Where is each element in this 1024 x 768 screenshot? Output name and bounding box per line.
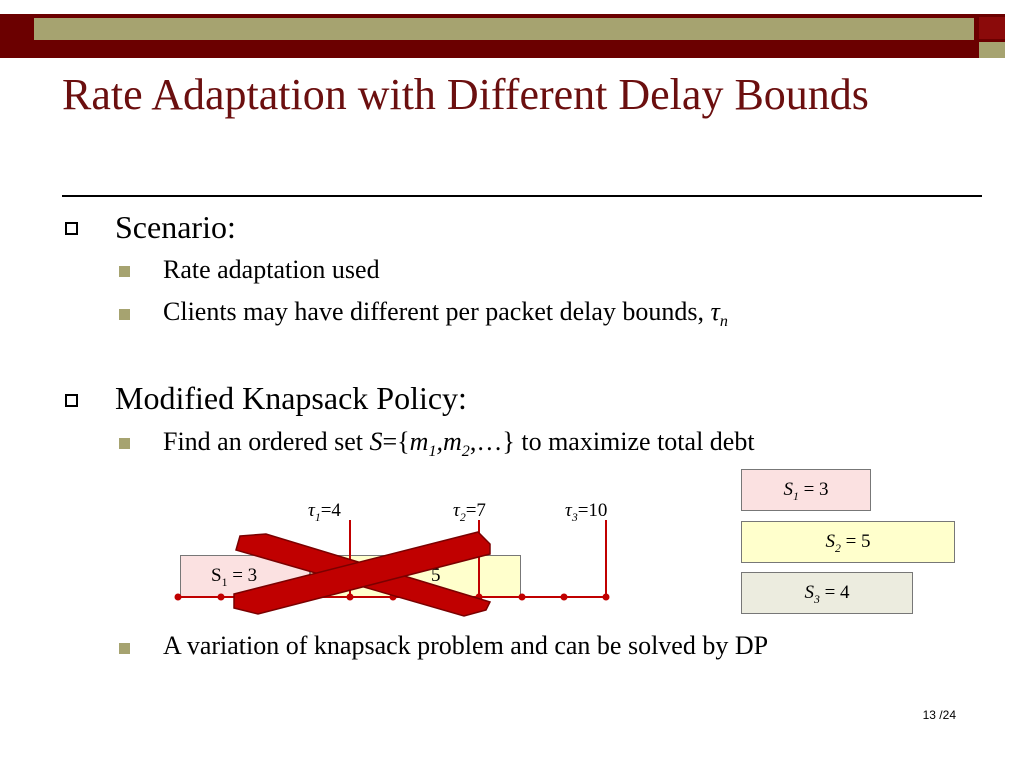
bullet-delay-bounds: Clients may have different per packet delay bounds, $\tau_n$ [163,297,728,331]
set-s3-box: $S_3 = 4$ [741,572,913,614]
square-bullet-icon [119,266,130,277]
header-square-olive [979,42,1005,58]
tick-dot [603,594,610,601]
header-square-red [979,17,1005,39]
square-bullet-icon [119,643,130,654]
hollow-square-bullet-icon [65,222,78,235]
tau3-label: $\tau_3=10$ [565,500,608,524]
tick-dot [519,594,526,601]
bullet-ordered-set: Find an ordered set $S=\{m_1,m_2,\dots\}$ to maximize total debt [163,427,755,461]
slide-title: Rate Adaptation with Different Delay Bounds [62,70,869,119]
set-s1-box: $S_1 = 3$ [741,469,871,511]
tau1-label: $\tau_1=4$ [308,500,341,524]
hollow-square-bullet-icon [65,394,78,407]
red-cross-icon [228,530,498,620]
set-s2-box: $S_2 = 5$ [741,521,955,563]
page-number: 13 /24 [922,708,956,722]
timeline-s1-box: $S_1 = 3$ [180,555,310,597]
bullet-scenario: Scenario: [115,209,236,245]
header-olive-band [34,18,974,40]
square-bullet-icon [119,309,130,320]
tick-dot [561,594,568,601]
bullet-knapsack-policy: Modified Knapsack Policy: [115,380,467,416]
bullet-dp: A variation of knapsack problem and can be solved by DP [163,631,769,660]
tick-dot [175,594,182,601]
bullet-rate-adaptation: Rate adaptation used [163,255,380,284]
title-divider [62,195,982,197]
tick-dot [218,594,225,601]
tau2-label: $\tau_2=7$ [453,500,486,524]
timeline-s2-box: 5 [310,555,521,597]
square-bullet-icon [119,438,130,449]
